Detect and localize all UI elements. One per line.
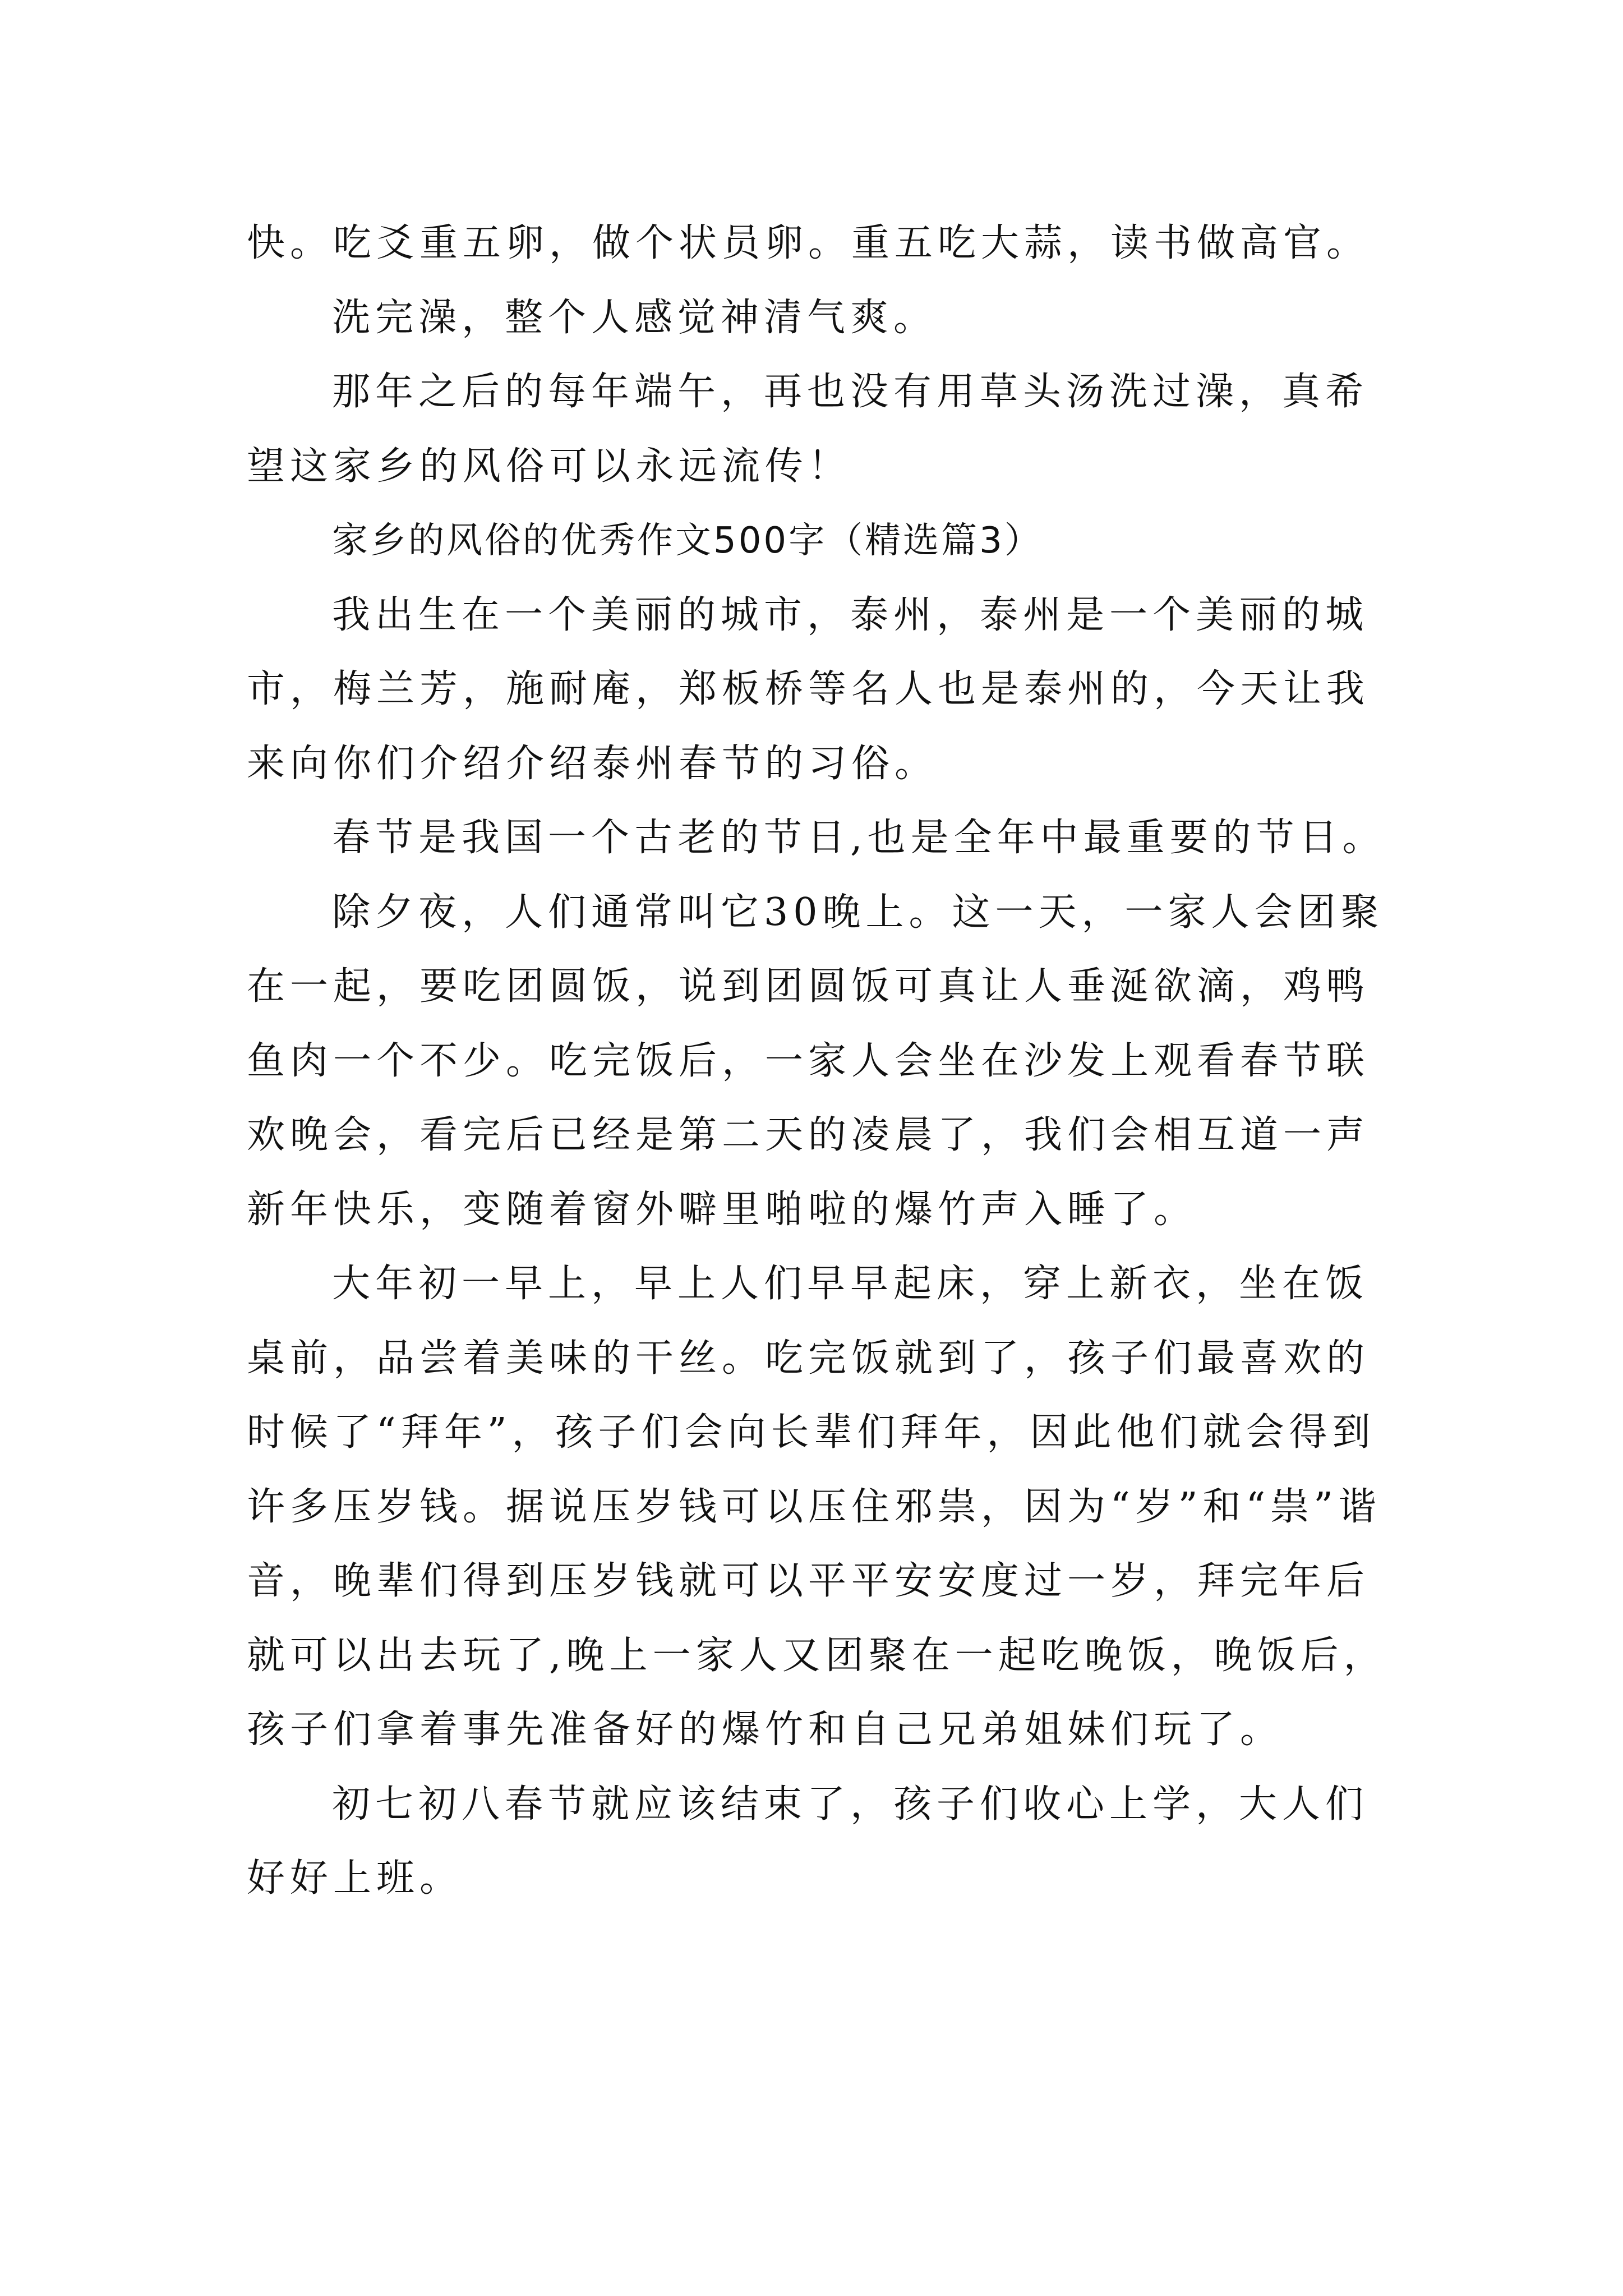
paragraph-9: 初七初八春节就应该结束了，孩子们收心上学，大人们好好上班。 bbox=[247, 1782, 1369, 1901]
paragraph-1: 快。吃爻重五卵，做个状员卵。重五吃大蒜，读书做高官。 bbox=[247, 221, 1370, 265]
section-heading: 家乡的风俗的优秀作文500字（精选篇3） bbox=[332, 520, 1043, 562]
paragraph-6: 春节是我国一个古老的节日,也是全年中最重要的节日。 bbox=[332, 816, 1386, 860]
paragraph-3: 那年之后的每年端午，再也没有用草头汤洗过澡，真希望这家乡的风俗可以永远流传！ bbox=[247, 370, 1369, 489]
document-body bbox=[247, 206, 1391, 1916]
paragraph-5: 我出生在一个美丽的城市，泰州，泰州是一个美丽的城市，梅兰芳，施耐庵，郑板桥等名人也是泰州的，今天让我来向你们介绍介绍泰州春节的习俗。 bbox=[247, 592, 1370, 786]
paragraph-7: 除夕夜，人们通常叫它30晚上。这一天，一家人会团聚在一起，要吃团圆饭，说到团圆饭可真让人垂涎欲滴，鸡鸭鱼肉一个不少。吃完饭后，一家人会坐在沙发上观看春节联欢晚会，看完后已经是第二天的凌晨了，我们会相互道一声新年快乐，变随着窗外噼里啪啦的爆竹声入睡了。 bbox=[247, 890, 1384, 1232]
paragraph-8: 大年初一早上，早上人们早早起床，穿上新衣，坐在饭桌前，品尝着美味的干丝。吃完饭就到了，孩子们最喜欢的时候了“拜年”，孩子们会向长辈们拜年，因此他们就会得到许多压岁钱。据说压岁钱可以压住邪祟，因为“岁”和“祟”谐音，晚辈们得到压岁钱就可以平平安安度过一岁，拜完年后就可以出去玩了,晚上一家人又团聚在一起吃晚饭，晚饭后，孩子们拿着事先准备好的爆竹和自己兄弟姐妹们玩了。 bbox=[247, 1262, 1387, 1752]
paragraph-2: 洗完澡，整个人感觉神清气爽。 bbox=[332, 295, 937, 340]
